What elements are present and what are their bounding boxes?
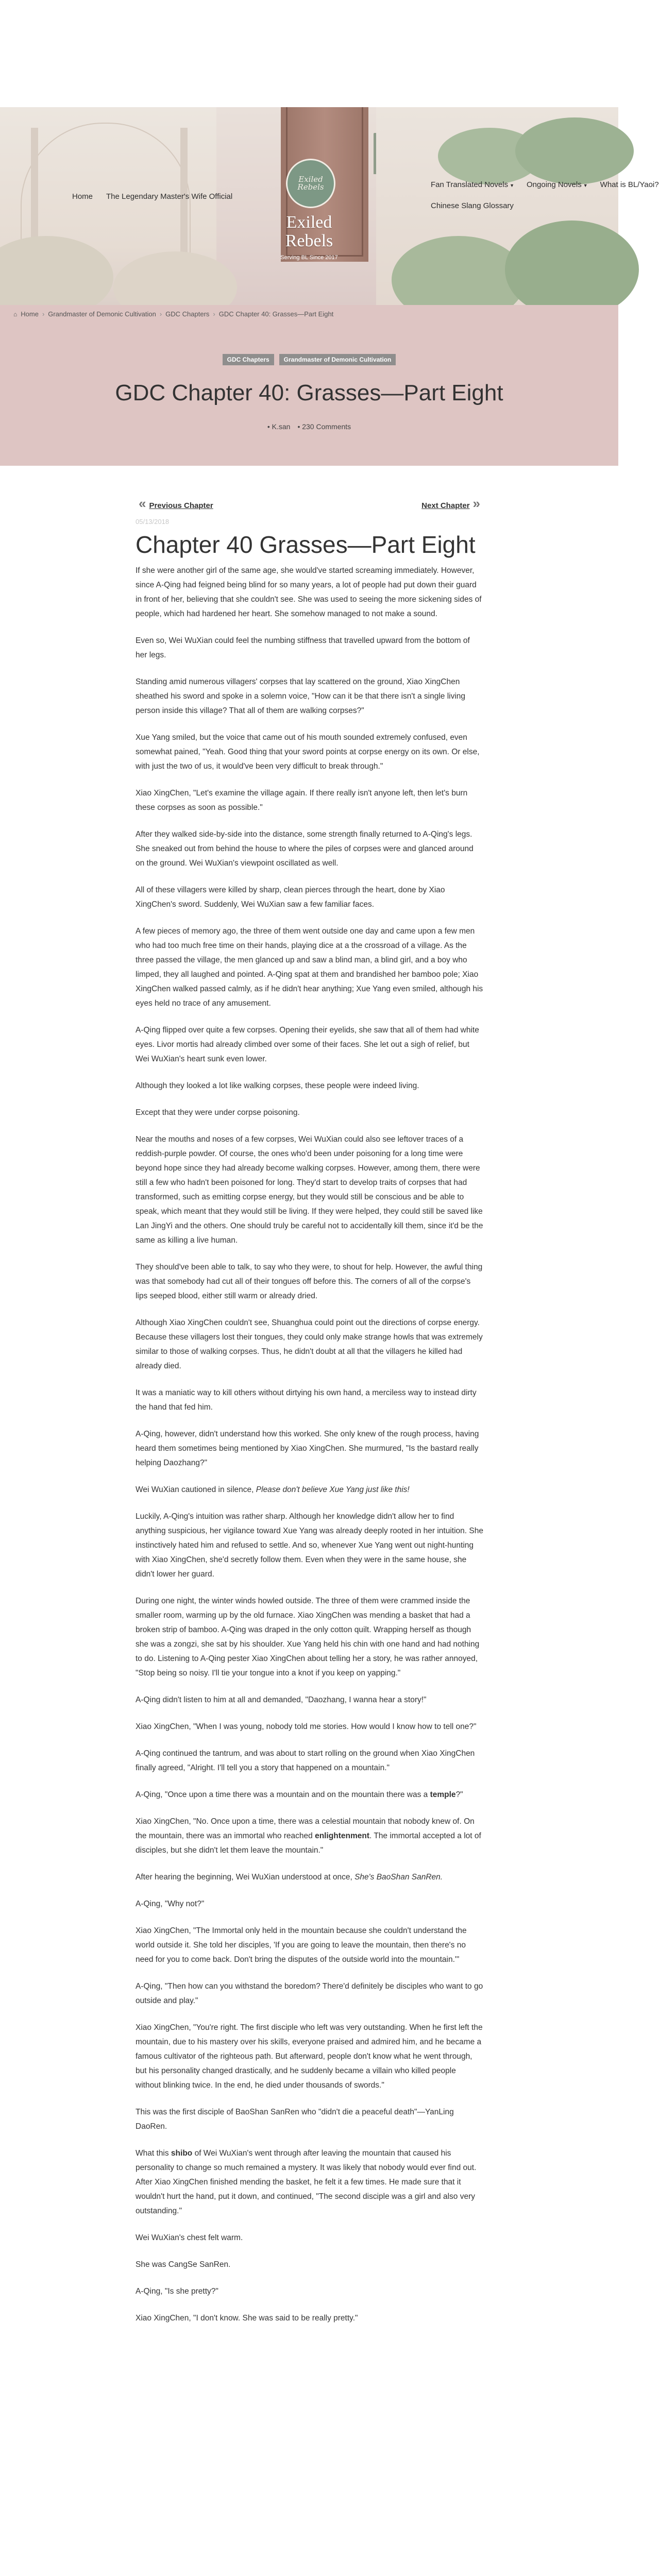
chapter-paragraph [136,1386,483,1415]
paragraph-text: What this [136,2149,171,2158]
site-logo[interactable]: Exiled Rebels [286,159,335,208]
chapter-paragraph [136,786,483,815]
paragraph-text: If she were another girl of the same age, she would've started screaming immediately. However, since A-Qing had feigned being blind for so many years, a lot of people had put down their guard in front of her, believing that she couldn't see. She was used to seeing the more sickening sides of people, which had hardened her heart. She somehow managed to not make a sound. [136,566,482,618]
paragraph-text: A few pieces of memory ago, the three of them went outside one day and came upon a few men who had too much free time on their hands, playing dice at a the crossroad of a village. As the three passed the village, the men glanced up and saw a blind man, a blind girl, and a boy who limped, they all laughed and pointed. A-Qing spat at them and brandished her bamboo pole; Xiao XingChen walked passed calmly, as if he didn't hear anything; Xue Yang even smiled, although his eyes held no trace of any amusement. [136,927,483,1008]
paragraph-text: Wei WuXian's chest felt warm. [136,2233,243,2242]
post-title: GDC Chapter 40: Grasses—Part Eight [115,380,503,405]
double-chevron-left-icon: « [139,496,146,511]
nav-ongoing-novels[interactable]: Ongoing Novels ▼ [527,180,588,189]
post-date: 05/13/2018 [136,518,170,526]
paragraph-text: Luckily, A-Qing's intuition was rather sharp. Although her knowledge didn't allow her to find anything suspicious, her vigilance toward Xue Yang was already deeply rooted in her intuition. She instinctively hated him and refused to settle. And so, whenever Xue Yang went out night-hunting with Xiao XingChen, she'd secretly follow them. Even when they were in the same house, she didn't lower her guard. [136,1512,483,1579]
paragraph-text: Except that they were under corpse poisoning. [136,1108,300,1117]
chapter-paragraph [136,1260,483,1303]
paragraph-text: After hearing the beginning, Wei WuXian understood at once, [136,1873,355,1882]
chapter-paragraph [136,1132,483,1248]
breadcrumb-gdc[interactable]: Grandmaster of Demonic Cultivation [48,310,156,318]
chapter-paragraph [136,564,483,621]
paragraph-text: It was a maniatic way to kill others without dirtying his own hand, a merciless way to instead dirty the hand that fed him. [136,1388,477,1412]
paragraph-text: A-Qing flipped over quite a few corpses. Opening their eyelids, she saw that all of them had white eyes. Livor mortis had already climbed over some of their faces. She let out a sigh of relief, but Wei WuXian's heart sunk even lower. [136,1026,479,1063]
chapter-paragraph [136,1693,483,1707]
chapter-paragraph [136,2105,483,2134]
glossary-term[interactable]: enlightenment [315,1832,369,1840]
breadcrumb-separator-icon: › [159,310,162,318]
paragraph-text: During one night, the winter winds howled outside. The three of them were crammed inside the smaller room, warming up by the old furnace. Xiao XingChen was mending a basket that had a broken strip of bamboo. A-Qing was draped in the only cotton quilt. Wrapping herself as though she was a zongzi, she sat by his shoulder. Xue Yang held his chin with one hand and had nothing to do. Listening to A-Qing pester Xiao XingChen about telling her a story, he was rather annoyed, "Stop being so noisy. I'll tie your tongue into a knot if you keep on yapping." [136,1597,480,1677]
chapter-paragraph [136,2021,483,2093]
paragraph-text: Near the mouths and noses of a few corpses, Wei WuXian could also see leftover traces of a reddish-purple powder. Of course, the ones who'd been under poisoning for a long time were beyond hope since they had already become walking corpses. However, among them, there were still a few who hadn't been poisoned for long. They'd start to develop traits of corpses that had transformed, such as emitting corpse energy, but they would still be conscious and be able to speak, which meant that they would still be living. If they were helped, they could still be saved like Lan JingYi and the others. One should truly be careful not to accidentally kill them, since it'd be the same as killing a live human. [136,1135,483,1245]
paragraph-text: Even so, Wei WuXian could feel the numbing stiffness that travelled upward from the bottom of her legs. [136,636,470,659]
chapter-paragraph [136,1594,483,1681]
paragraph-text: Although they looked a lot like walking corpses, these people were indeed living. [136,1081,419,1090]
chapter-navigation [136,496,483,512]
chapter-paragraph [136,1079,483,1093]
chapter-paragraph [136,731,483,774]
paragraph-text: Xiao XingChen, "When I was young, nobody told me stories. How would I know how to tell one?" [136,1722,477,1731]
paragraph-text: . The immortal accepted a lot of disciples, but she didn't let them leave the mountain." [136,1832,481,1855]
paragraph-text: A-Qing, "Then how can you withstand the boredom? There'd definitely be disciples who want to go outside and play." [136,1982,483,2005]
paragraph-text: Standing amid numerous villagers' corpses that lay scattered on the ground, Xiao XingChen sheathed his sword and spoke in a solemn voice, "How can it be that there isn't a single living person inside this village? That all of them are walking corpses?" [136,677,466,715]
paragraph-text: All of these villagers were killed by sharp, clean pierces through the heart, done by Xiao XingChen's sword. Suddenly, Wei WuXian saw a few familiar faces. [136,886,445,909]
category-gdc-chapters[interactable]: GDC Chapters [223,354,274,365]
article [136,496,483,2338]
paragraph-text: A-Qing didn't listen to him at all and demanded, "Daozhang, I wanna hear a story!" [136,1696,427,1704]
breadcrumb-current: GDC Chapter 40: Grasses—Part Eight [218,310,334,318]
chapter-paragraph [136,2311,483,2326]
nav-legendary-masters-wife[interactable]: The Legendary Master's Wife Official [106,192,233,201]
nav-what-is-bl[interactable]: What is BL/Yaoi? [600,180,659,189]
paragraph-text: Wei WuXian cautioned in silence, [136,1485,256,1494]
chapter-paragraph [136,924,483,1011]
chapter-paragraph [136,883,483,912]
next-chapter-link[interactable]: Next Chapter [421,501,470,510]
chapter-paragraph [136,1897,483,1911]
chapter-paragraph [136,827,483,871]
site-tagline: Serving BL Since 2017 [280,255,338,261]
chapter-paragraph [136,2284,483,2299]
chapter-paragraph [136,1720,483,1734]
paragraph-text: A-Qing, "Why not?" [136,1900,205,1908]
paragraph-text: She was CangSe SanRen. [136,2260,231,2269]
paragraph-text: A-Qing, "Is she pretty?" [136,2287,218,2296]
comments-link[interactable]: • 230 Comments [297,422,351,431]
breadcrumb-gdc-chapters[interactable]: GDC Chapters [165,310,210,318]
chapter-paragraph [136,675,483,718]
paragraph-text: Although Xiao XingChen couldn't see, Shuanghua could point out the directions of corpse energy. Because these villagers lost their tongues, they could only make strange howls that was extremely similar to those of walking corpses. Thus, he didn't doubt at all that the villagers he killed had already died. [136,1318,483,1370]
paragraph-text: A-Qing continued the tantrum, and was about to start rolling on the ground when Xiao XingChen finally agreed, "Alright. I'll tell you a story that happened on a mountain." [136,1749,475,1772]
home-icon[interactable]: ⌂ [13,310,18,318]
site-title[interactable]: Exiled Rebels [285,213,333,250]
site-header [0,107,659,305]
chapter-paragraph [136,1427,483,1470]
nav-chinese-slang-glossary[interactable]: Chinese Slang Glossary [431,201,514,210]
paragraph-text: After they walked side-by-side into the distance, some strength finally returned to A-Qing's legs. She sneaked out from behind the house to where the piles of corpses were and glanced around on the ground. Wei WuXian's viewpoint oscillated as well. [136,830,474,868]
chapter-paragraph [136,1870,483,1885]
paragraph-text: A-Qing, however, didn't understand how this worked. She only knew of the rough process, having heard them sometimes being mentioned by Xiao XingChen. She murmured, "Is the bastard really helping Daozhang?" [136,1430,479,1467]
chapter-paragraph [136,1510,483,1582]
chapter-body [136,564,483,2326]
paragraph-text: Xiao XingChen, "No. Once upon a time, there was a celestial mountain that nobody knew of. On the mountain, there was an immortal who reached [136,1817,475,1840]
primary-nav-left [72,192,232,201]
paragraph-text: Xiao XingChen, "I don't know. She was said to be really pretty." [136,2314,358,2323]
header-illustration-left [0,107,216,305]
paragraph-text: Xiao XingChen, "The Immortal only held in the mountain because she couldn't understand the world outside it. She told her disciples, 'If you are going to leave the mountain, then there's no need for you to come back. Don't bring the disputes of the outside world into the mountain.'" [136,1926,467,1964]
chapter-paragraph [136,2146,483,2218]
chapter-paragraph [136,1483,483,1497]
chapter-paragraph [136,1316,483,1374]
chapter-paragraph [136,2231,483,2245]
breadcrumb [13,310,333,318]
inner-thought: She's BaoShan SanRen. [354,1873,443,1882]
paragraph-text: They should've been able to talk, to say who they were, to shout for help. However, the awful thing was that somebody had cut all of their tongues off before this. The corners of all of the corpse's lips seeped blood, either still warm or already dried. [136,1263,483,1300]
previous-chapter-link[interactable]: Previous Chapter [149,501,213,510]
chapter-paragraph [136,1924,483,1967]
top-blank-strip [0,0,618,107]
chevron-down-icon: ▼ [583,183,588,188]
breadcrumb-separator-icon: › [42,310,45,318]
breadcrumb-home[interactable]: Home [21,310,39,318]
paragraph-text: Xiao XingChen, "You're right. The first disciple who left was very outstanding. When he first left the mountain, due to his mastery over his skills, everyone praised and admired him, and he became a famous cultivator of the righteous path. But afterward, people don't know what he went through, but his personality changed drastically, and he suddenly became a villain who killed people without blinking twice. In the end, he died under thousands of swords." [136,2023,483,2090]
paragraph-text: This was the first disciple of BaoShan SanRen who "didn't die a peaceful death"—YanLing DaoRen. [136,2108,454,2131]
nav-fan-translated-novels[interactable]: Fan Translated Novels ▼ [431,180,514,189]
double-chevron-right-icon: » [472,496,480,511]
post-meta [0,422,618,431]
chapter-paragraph [136,1023,483,1066]
category-grandmaster[interactable]: Grandmaster of Demonic Cultivation [279,354,396,365]
nav-home[interactable]: Home [72,192,93,201]
chapter-paragraph [136,634,483,663]
glossary-term[interactable]: shibo [171,2149,193,2158]
chapter-heading: Chapter 40 Grasses—Part Eight [136,531,476,558]
chapter-paragraph [136,1788,483,1802]
chapter-paragraph [136,1979,483,2008]
glossary-term[interactable]: temple [430,1790,456,1799]
category-tags [0,354,618,365]
paragraph-text: Xue Yang smiled, but the voice that came out of his mouth sounded extremely confused, even somewhat pained, "Yeah. Good thing that your sword points at corpse energy on its own. Or else, with just the two of us, it would've been very difficult to break through." [136,733,480,771]
chapter-paragraph [136,1815,483,1858]
title-band [0,305,618,466]
inner-thought: Please don't believe Xue Yang just like this! [256,1485,410,1494]
author-link[interactable]: • K.san [267,422,291,431]
paragraph-text: of Wei WuXian's went through after leaving the mountain that caused his personality to change so much remained a mystery. It was likely that nobody would ever find out. After Xiao XingChen finished mending the basket, he felt it a few times. He made sure that it wouldn't hurt the hand, put it down, and continued, "The second disciple was a girl and also very outstanding." [136,2149,477,2215]
chevron-down-icon: ▼ [510,183,514,188]
primary-nav-right [431,180,659,223]
chapter-paragraph [136,1747,483,1775]
breadcrumb-separator-icon: › [213,310,215,318]
chapter-paragraph [136,1106,483,1120]
paragraph-text: Xiao XingChen, "Let's examine the village again. If there really isn't anyone left, then let's burn these corpses as soon as possible." [136,789,468,812]
paragraph-text: A-Qing, "Once upon a time there was a mountain and on the mountain there was a [136,1790,430,1799]
paragraph-text: ?" [455,1790,463,1799]
chapter-paragraph [136,2258,483,2272]
